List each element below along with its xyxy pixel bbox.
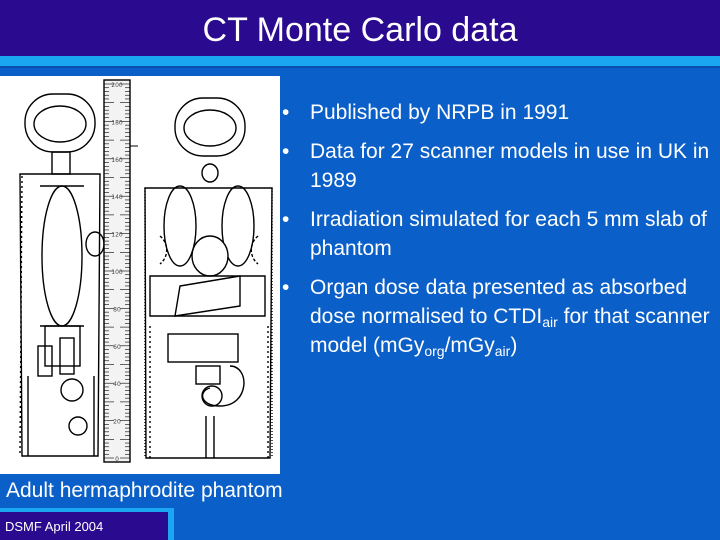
- title-accent-shadow: [0, 66, 720, 68]
- ruler-label: 80: [113, 306, 121, 314]
- footer-label: DSMF April 2004: [5, 519, 104, 534]
- footer-accent-edge: [168, 512, 174, 540]
- bullet-item: [282, 205, 720, 263]
- scale-ruler: [104, 80, 138, 463]
- ruler-label: 60: [113, 343, 121, 351]
- ruler-label: 140: [111, 194, 123, 202]
- ruler-label: 120: [111, 231, 123, 239]
- ruler-label: 180: [111, 119, 123, 127]
- bullet-text: Irradiation simulated for each 5 mm slab of phantom: [310, 208, 707, 260]
- title-accent-stripe: [0, 56, 720, 66]
- bullet-text: Data for 27 scanner models in use in UK in 1989: [310, 140, 710, 192]
- phantom-side-view: [20, 94, 104, 456]
- ruler-label: 40: [113, 381, 121, 389]
- slide-title: CT Monte Carlo data: [202, 11, 518, 49]
- bullet-item: [282, 98, 720, 127]
- bullet-marker: •: [282, 276, 290, 299]
- bullet-marker: •: [282, 101, 290, 124]
- phantom-drawing: [0, 76, 280, 474]
- bullet-item: [282, 273, 720, 360]
- phantom-front-view: [145, 98, 272, 458]
- bullet-marker: •: [282, 208, 290, 231]
- bullet-text: Organ dose data presented as absorbed dose normalised to $CTDI_{air}$ for that scanner model (mGy$_{org}$/mGy$_{air}$): [310, 276, 710, 359]
- bullet-list: [282, 98, 720, 370]
- phantom-figure: [0, 76, 280, 474]
- ruler-label: 20: [113, 418, 121, 426]
- ruler-label: 0: [115, 456, 119, 463]
- bullet-item: [282, 137, 720, 195]
- bullet-marker: •: [282, 140, 290, 163]
- ruler-label: 200: [111, 82, 123, 89]
- figure-caption: Adult hermaphrodite phantom: [6, 479, 283, 502]
- bullet-text: Published by NRPB in 1991: [310, 101, 570, 124]
- ruler-label: 160: [111, 156, 123, 164]
- ruler-label: 100: [111, 269, 123, 276]
